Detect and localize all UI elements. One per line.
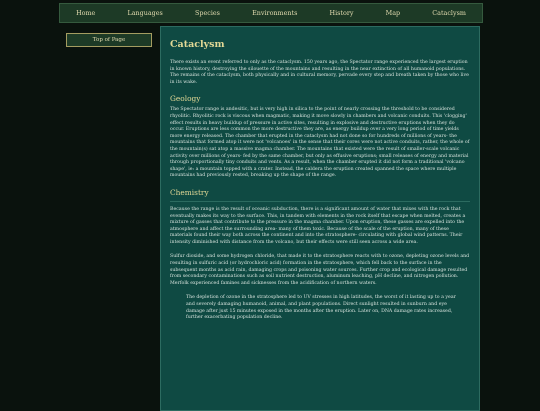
chemistry-blockquote: The depletion of ozone in the stratosphere led to UV stresses in high latitudes, the worst of it lasting up to a year and severely damaging humanoid, animal, and plant populations. Direct sunlight resulted in sunburn and eye damage after just 15 minutes exposed in the months after the eruption. Later on, DNA damage rates increased, further exacerbating population decline. xyxy=(186,295,456,321)
nav-environments-link[interactable]: Environments xyxy=(252,9,298,17)
nav-languages-link[interactable]: Languages xyxy=(127,9,163,17)
chemistry-paragraph-1: Because the range is the result of oceanic subduction, there is a significant amount of water that mixes with the rock that eventually makes its way to the surface. This, in tandem with elements in the rock itself that escape when melted, creates a mixture of gasses that contribute to the pressure in the magma chamber. Upon eruption, these gasses are expelled into the atmosphere and affect the surrounding area- many of them toxic. Because of the scale of the eruption, many of these materials found their way both across the continent and into the stratosphere- circulating with global wind patterns. Their intensity diminished with distance from the volcano, but their effects were still seen across a wide area. xyxy=(170,206,466,245)
geology-paragraph: The Spectator range is andesitic, but is very high in silica to the point of nearly crossing the threshold to be considered rhyolitic. Rhyolitic rock is viscous when magmatic, making it move slowly in chambers and volcanic conduits. This 'clogging' effect results in heavy buildup of pressure in active sites, resulting in explosive and destructive eruptions when they do occur. Eruptions are less common the more destructive they are, as energy buildup over a very long period of time yields more energy released. The chamber that erupted in the cataclysm had not done so for hundreds of millions of years- the mountains that formed atop it were not 'volcanoes' in the sense that their cores were not active conduits, rather, the whole of the mountain(s) sat atop a massive magma chamber. The mountains that existed were the result of smaller-scale volcanic activity over millions of years- fed by the same chamber, but only as effusive eruptions; small releases of energy and material through proportionally tiny conduits and vents. As a result, when the chamber erupted it did not form a traditional 'volcano shape', ie: a mountain topped with a crater. Instead, the caldera the eruption created spanned the space where multiple mountains had previously rested, breaking up the shape of the range. xyxy=(170,107,470,179)
page-title: Cataclysm xyxy=(170,39,225,50)
geology-heading: Geology xyxy=(170,94,201,104)
top-of-page-link[interactable]: Top of Page xyxy=(92,37,126,43)
sidebar-top-of-page-box xyxy=(66,33,152,47)
nav-species-link[interactable]: Species xyxy=(195,9,220,17)
intro-paragraph: There exists an event referred to only as the cataclysm. 150 years ago, the Spectator range experienced the largest eruption in known history, destroying the silouette of the mountains and resulting in the near extinction of all humanoid populations. The remains of the cataclysm, both physically and in cultural memory, pervade every step and breath taken by those who live in its wake. xyxy=(170,60,469,85)
nav-home-link[interactable]: Home xyxy=(76,9,96,17)
chemistry-heading: Chemistry xyxy=(170,187,209,197)
section-divider xyxy=(170,201,470,202)
nav-cataclysm-link[interactable]: Cataclysm xyxy=(432,9,466,17)
nav-history-link[interactable]: History xyxy=(329,9,354,17)
top-navigation-bar xyxy=(59,3,483,23)
chemistry-paragraph-2: Sulfur dioxide, and some hydrogen chloride, that made it to the stratosphere reacts with to ozone, depleting ozone levels and resulting in sulfuric acid (or hydrochloric acid) formation in the stratosphere, which fell back to the surface in the subsequent months as acid rain, damaging crops and poisoning water sources. Further crop and ecological damage resulted from secondary contaminations such as soil nutrient destruction, aluminum leaching, pH decline, and nitrogen pollution. Merfolk experienced famines and sicknesses from the acidification of northern waters. xyxy=(170,254,470,286)
main-content-panel xyxy=(160,26,480,411)
nav-map-link[interactable]: Map xyxy=(385,9,401,17)
